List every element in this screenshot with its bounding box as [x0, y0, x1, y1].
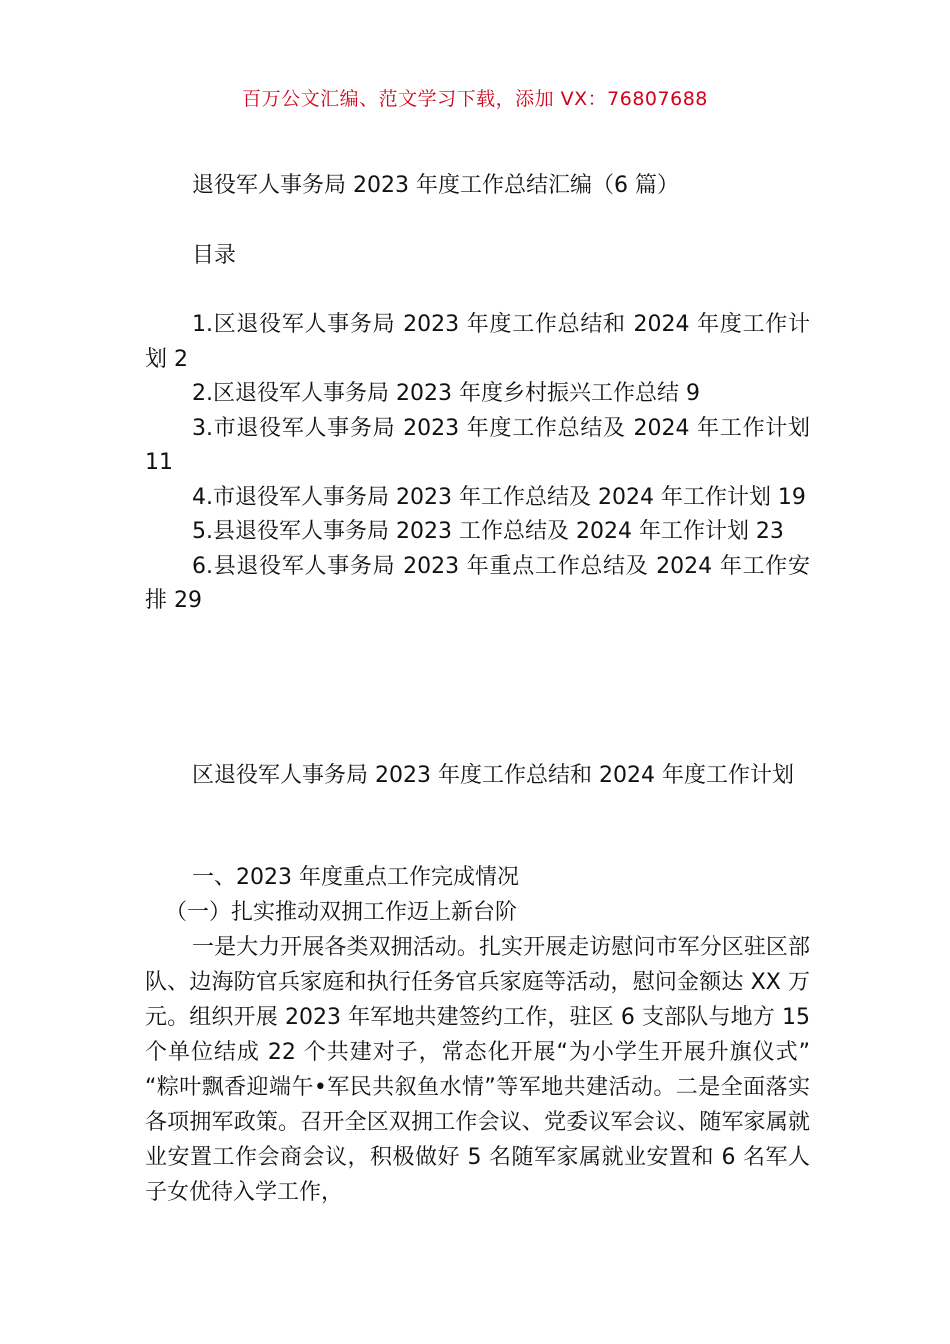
toc-item-2[interactable]: 2.区退役军人事务局 2023 年度乡村振兴工作总结 9 [192, 381, 700, 406]
heading-level-2: （一）扎实推动双拥工作迈上新台阶 [165, 900, 518, 925]
document-title: 退役军人事务局 2023 年度工作总结汇编（6 篇） [192, 173, 679, 198]
toc-item-3[interactable]: 3.市退役军人事务局 2023 年度工作总结及 2024 年工作计划 11 [145, 415, 810, 475]
watermark-banner: 百万公文汇编、范文学习下载，添加 VX：76807688 [242, 88, 708, 110]
toc-item-6[interactable]: 6.县退役军人事务局 2023 年重点工作总结及 2024 年工作安排 29 [145, 553, 810, 613]
section-body [145, 860, 810, 1210]
toc-item-5[interactable]: 5.县退役军人事务局 2023 工作总结及 2024 年工作计划 23 [192, 519, 784, 544]
table-of-contents [145, 308, 810, 619]
heading-level-1: 一、2023 年度重点工作完成情况 [192, 865, 519, 890]
body-paragraph: 一是大力开展各类双拥活动。扎实开展走访慰问市军分区驻区部队、边海防官兵家庭和执行任务官兵家庭等活动，慰问金额达 XX 万元。组织开展 2023 年军地共建签约工作，驻区 6 支部队与地方 15 个单位结成 22 个共建对子，常态化开展“为小学生开展升旗仪式” “粽叶飘香迎端午•军民共叙鱼水情”等军地共建活动。二是全面落实各项拥军政策。召开全区双拥工作会议、党委议军会议、随军家属就业安置工作会商会议，积极做好 5 名随军家属就业安置和 6 名军人子女优待入学工作， [145, 935, 810, 1205]
toc-item-1[interactable]: 1.区退役军人事务局 2023 年度工作总结和 2024 年度工作计划 2 [145, 312, 810, 372]
toc-item-4[interactable]: 4.市退役军人事务局 2023 年工作总结及 2024 年工作计划 19 [192, 484, 806, 510]
toc-heading: 目录 [192, 243, 237, 268]
section-title: 区退役军人事务局 2023 年度工作总结和 2024 年度工作计划 [192, 763, 794, 788]
